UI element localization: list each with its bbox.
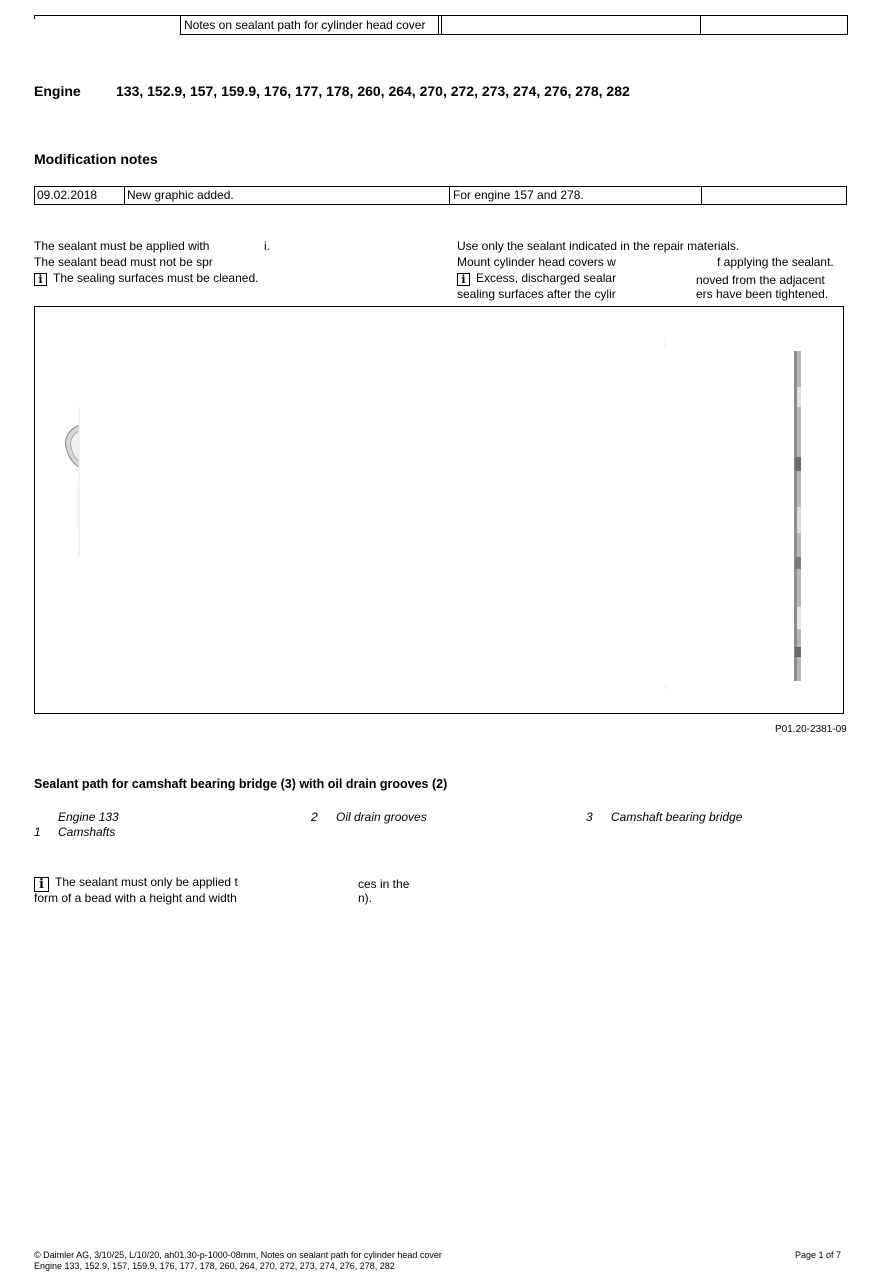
header-rule — [34, 15, 180, 16]
note-line-1 — [34, 875, 238, 892]
mod-divider — [124, 187, 125, 204]
figure-code: P01.20-2381-09 — [775, 724, 847, 735]
engine-list: 133, 152.9, 157, 159.9, 176, 177, 178, 260, 264, 270, 272, 273, 274, 276, 278, 282 — [116, 83, 630, 99]
figure-illustration — [35, 307, 843, 713]
instruction-right-2-tail: f applying the sealant. — [717, 255, 834, 269]
mod-scope: For engine 157 and 278. — [453, 188, 584, 202]
legend-num-1: 1 — [34, 825, 41, 839]
legend-label-3: Camshaft bearing bridge — [611, 810, 743, 824]
instruction-left-2: The sealant bead must not be spr — [34, 255, 213, 269]
bolt-head-fragment — [66, 407, 79, 557]
instruction-left-fragment: i. — [264, 239, 270, 253]
instruction-right-3-text: Excess, discharged sealar — [476, 271, 617, 285]
camshaft-bridge-fragment — [665, 337, 801, 689]
legend-label-2: Oil drain grooves — [336, 810, 427, 824]
footer — [34, 1250, 442, 1272]
info-icon: i — [34, 877, 49, 892]
note-line-1-tail: ces in the — [358, 877, 410, 891]
header-title: Notes on sealant path for cylinder head cover — [180, 15, 442, 35]
modification-table — [34, 186, 847, 205]
note-line-1-text: The sealant must only be applied t — [55, 875, 238, 889]
legend-engine: Engine 133 — [58, 810, 119, 824]
info-icon: i — [34, 273, 47, 286]
instruction-right-3 — [457, 271, 616, 286]
legend-num-2: 2 — [311, 810, 318, 824]
legend-label-1: Camshafts — [58, 825, 116, 839]
footer-line-2: Engine 133, 152.9, 157, 159.9, 176, 177, 178, 260, 264, 270, 272, 273, 274, 276, 278, 282 — [34, 1261, 395, 1271]
instruction-right-2: Mount cylinder head covers w — [457, 255, 616, 269]
page-number: Page 1 of 7 — [795, 1250, 842, 1260]
mod-divider — [701, 187, 702, 204]
instruction-left-3 — [34, 271, 258, 286]
mod-note: New graphic added. — [127, 188, 234, 202]
mod-divider — [449, 187, 450, 204]
info-icon: i — [457, 273, 470, 286]
modification-heading: Modification notes — [34, 151, 158, 167]
mod-extra — [703, 187, 704, 204]
instruction-left-3-text: The sealing surfaces must be cleaned. — [53, 271, 259, 285]
mod-date: 09.02.2018 — [37, 188, 98, 202]
legend-num-3: 3 — [586, 810, 593, 824]
footer-line-1: © Daimler AG, 3/10/25, L/10/20, ah01.30-p-1000-08mm, Notes on sealant path for cylinder head cover — [34, 1250, 442, 1260]
document-header — [34, 15, 847, 35]
instruction-left-1: The sealant must be applied with — [34, 239, 210, 253]
header-cell-2 — [438, 15, 701, 35]
note-line-2: form of a bead with a height and width — [34, 891, 237, 905]
engine-label: Engine — [34, 83, 81, 99]
instruction-right-1: Use only the sealant indicated in the repair materials. — [457, 239, 740, 253]
instruction-right-4-tail: ers have been tightened. — [696, 287, 829, 301]
instruction-right-4: sealing surfaces after the cylir — [457, 287, 616, 301]
header-cell-3 — [700, 15, 848, 35]
figure-frame — [34, 306, 844, 714]
header-tick — [34, 15, 35, 19]
section-heading: Sealant path for camshaft bearing bridge (3) with oil drain grooves (2) — [34, 777, 448, 791]
instruction-right-3-tail: noved from the adjacent — [696, 273, 825, 287]
note-line-2-tail: n). — [358, 891, 373, 905]
